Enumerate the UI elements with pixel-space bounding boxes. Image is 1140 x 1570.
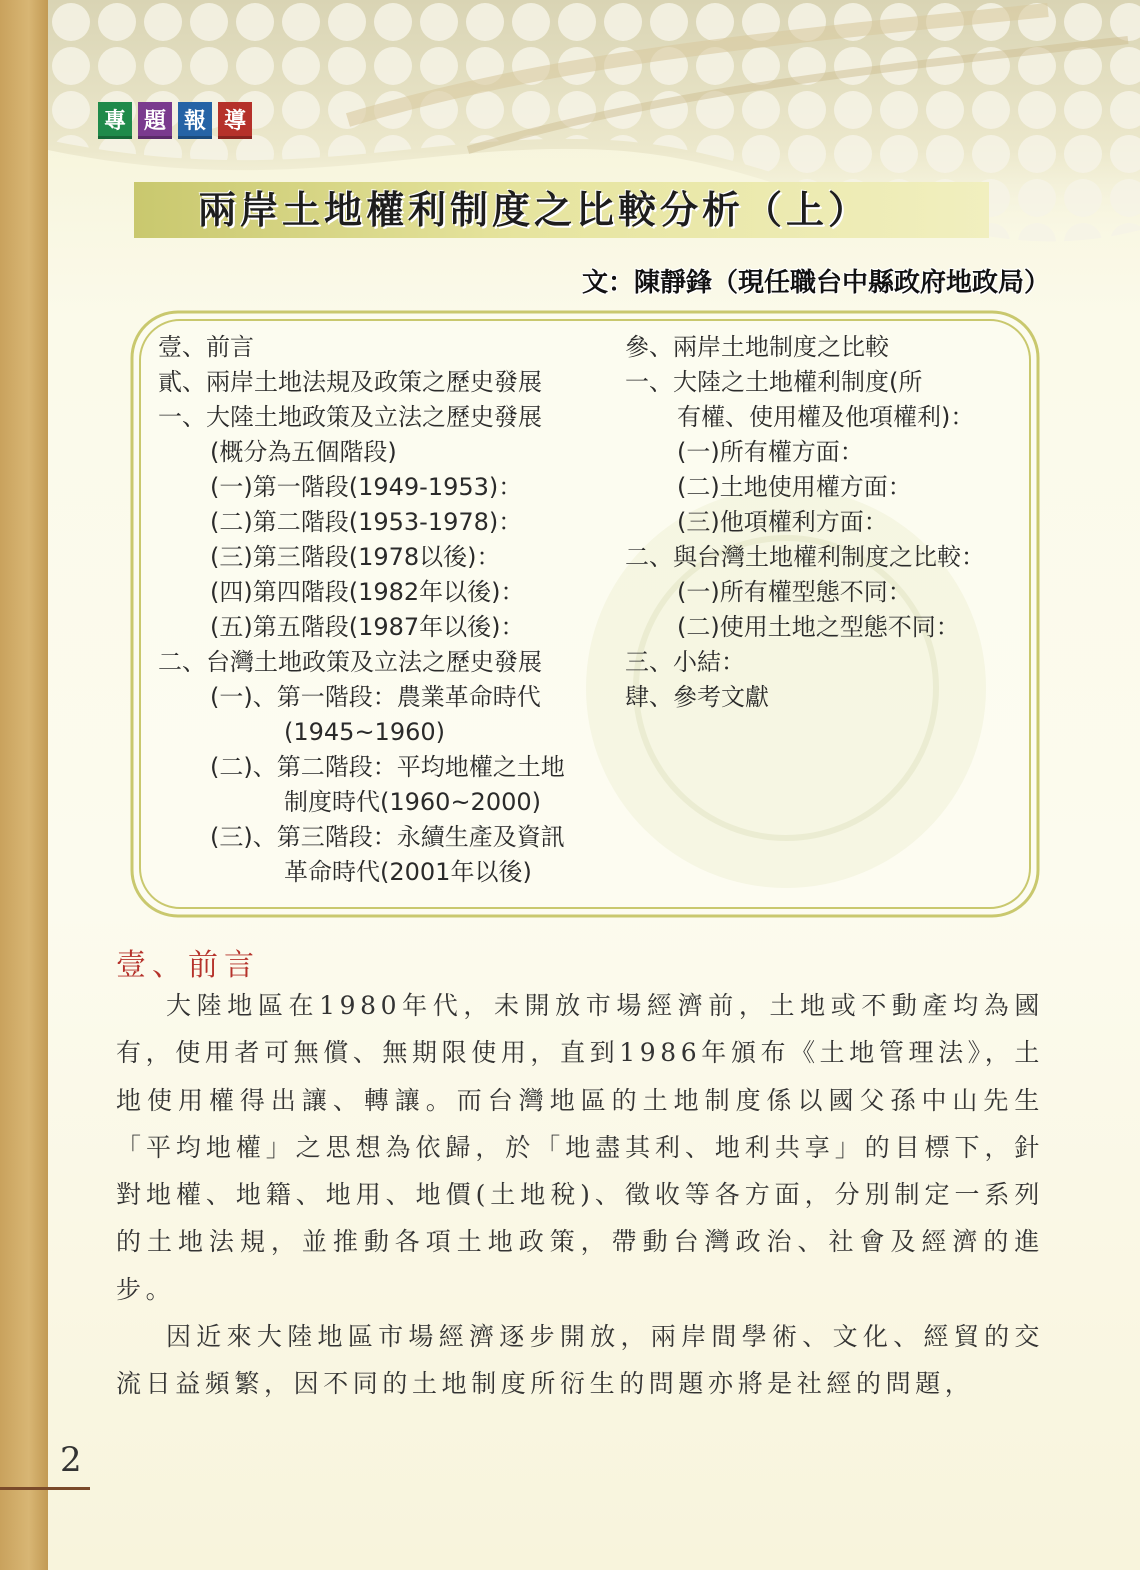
- toc-left-column: [158, 330, 608, 890]
- toc-item: 有權、使用權及他項權利)：: [677, 403, 975, 431]
- toc-item: (二)、第二階段：平均地權之土地: [210, 753, 565, 781]
- toc-item: (二)土地使用權方面：: [677, 473, 912, 501]
- toc-item: 肆、參考文獻: [625, 683, 769, 711]
- toc-item: 壹、前言: [158, 333, 254, 361]
- paragraph: 大陸地區在1980年代，未開放市場經濟前，土地或不動產均為國有，使用者可無償、無期限使用，直到1986年頒布《土地管理法》，土地使用權得出讓、轉讓。而台灣地區的土地制度係以國父孫中山先生「平均地權」之思想為依歸，於「地盡其利、地利共享」的目標下，針對地權、地籍、地用、地價(土地稅)、徵收等各方面，分別制定一系列的土地法規，並推動各項土地政策，帶動台灣政治、社會及經濟的進步。: [116, 991, 1044, 1304]
- toc-item: (五)第五階段(1987年以後)：: [210, 613, 525, 641]
- toc-item: (三)、第三階段：永續生產及資訊: [210, 823, 565, 851]
- category-tag: 題: [138, 102, 172, 139]
- article-body: [116, 982, 1044, 1408]
- toc-item: (三)他項權利方面：: [677, 508, 888, 536]
- toc-item: 貳、兩岸土地法規及政策之歷史發展: [158, 368, 542, 396]
- category-tag: 專: [98, 102, 132, 139]
- toc-item: 二、台灣土地政策及立法之歷史發展: [158, 648, 542, 676]
- section-heading: 壹、前言: [116, 948, 260, 983]
- toc-item: 革命時代(2001年以後): [284, 858, 532, 886]
- toc-item: (概分為五個階段): [210, 438, 397, 466]
- toc-item: 一、大陸土地政策及立法之歷史發展: [158, 403, 542, 431]
- author-byline: 文：陳靜鋒（現任職台中縣政府地政局）: [581, 268, 1050, 298]
- toc-item: (一)第一階段(1949-1953)：: [210, 473, 523, 501]
- toc-item: (1945~1960): [284, 718, 445, 746]
- toc-item: (一)所有權型態不同：: [677, 578, 912, 606]
- toc-item: (二)使用土地之型態不同：: [677, 613, 960, 641]
- toc-item: (三)第三階段(1978以後)：: [210, 543, 501, 571]
- category-tag: 導: [218, 102, 252, 139]
- toc-item: 三、小結：: [625, 648, 745, 676]
- category-tag: 報: [178, 102, 212, 139]
- toc-item: (一)所有權方面：: [677, 438, 864, 466]
- left-margin-strip: [0, 0, 48, 1570]
- toc-item: (二)第二階段(1953-1978)：: [210, 508, 523, 536]
- page-number: 2: [60, 1440, 82, 1480]
- page-title: 兩岸土地權利制度之比較分析（上）: [197, 188, 870, 232]
- category-tags: [98, 102, 252, 139]
- toc-item: 一、大陸之土地權利制度(所: [625, 368, 923, 396]
- page-number-rule: [0, 1487, 90, 1490]
- toc-item: 二、與台灣土地權利制度之比較：: [625, 543, 985, 571]
- toc-item: 參、兩岸土地制度之比較: [625, 333, 889, 361]
- toc-item: 制度時代(1960~2000): [284, 788, 541, 816]
- toc-right-column: [625, 330, 1025, 715]
- toc-item: (四)第四階段(1982年以後)：: [210, 578, 525, 606]
- paragraph: 因近來大陸地區市場經濟逐步開放，兩岸間學術、文化、經貿的交流日益頻繁，因不同的土地制度所衍生的問題亦將是社經的問題，: [116, 1322, 1044, 1399]
- toc-item: (一)、第一階段：農業革命時代: [210, 683, 541, 711]
